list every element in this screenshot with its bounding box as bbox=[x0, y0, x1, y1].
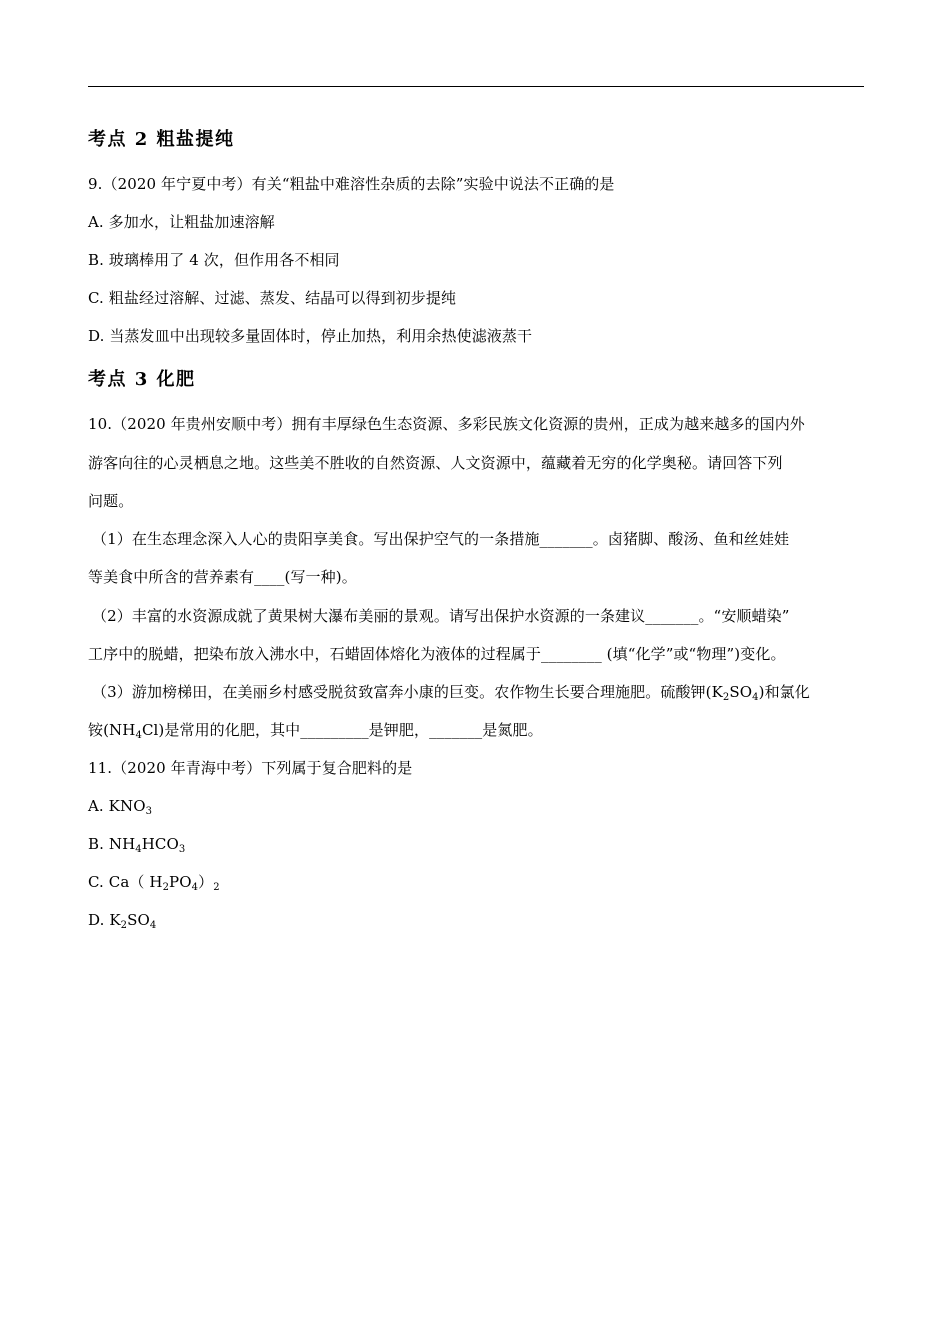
question-9-option-c: C. 粗盐经过溶解、过滤、蒸发、结晶可以得到初步提纯 bbox=[88, 289, 457, 307]
question-9-option-d: D. 当蒸发皿中出现较多量固体时，停止加热，利用余热使滤液蒸干 bbox=[88, 327, 533, 345]
question-11-option-c: C. Ca（ $H_2PO_4)_2$ bbox=[88, 873, 220, 893]
question-10-part-3-line-2: 铵$(NH_4Cl)$是常用的化肥，其中_________是钾肥，_______是氮肥。 bbox=[88, 721, 543, 741]
header-rule bbox=[88, 86, 864, 87]
question-10-part-2-line-2: 工序中的脱蜡，把染布放入沸水中，石蜡固体熔化为液体的过程属于________ (填“化学”或“物理”)变化。 bbox=[88, 645, 786, 663]
question-11-stem: 11.（2020 年青海中考）下列属于复合肥料的是 bbox=[88, 759, 413, 777]
section-heading-fertilizer: 考点 3 化肥 bbox=[88, 369, 196, 390]
question-9-option-b: B. 玻璃棒用了 4 次，但作用各不相同 bbox=[88, 251, 340, 269]
question-10-line-1: 10.（2020 年贵州安顺中考）拥有丰厚绿色生态资源、多彩民族文化资源的贵州，正成为越来越多的国内外 bbox=[88, 415, 805, 433]
question-10-line-2: 游客向往的心灵栖息之地。这些美不胜收的自然资源、人文资源中，蕴藏着无穷的化学奥秘。请回答下列 bbox=[88, 454, 783, 472]
section-heading-crude-salt: 考点 2 粗盐提纯 bbox=[88, 129, 235, 150]
question-10-part-1-line-2: 等美食中所含的营养素有____(写一种)。 bbox=[88, 568, 357, 586]
question-11-option-d: D. $K_2SO_4$ bbox=[88, 911, 157, 931]
question-9-stem: 9.（2020 年宁夏中考）有关“粗盐中难溶性杂质的去除”实验中说法不正确的是 bbox=[88, 175, 615, 193]
question-10-part-1-line-1: （1）在生态理念深入人心的贵阳享美食。写出保护空气的一条措施_______。卤猪脚、酸汤、鱼和丝娃娃 bbox=[92, 530, 790, 548]
question-10-line-3: 问题。 bbox=[88, 492, 134, 510]
question-9-option-a: A. 多加水，让粗盐加速溶解 bbox=[88, 213, 275, 231]
question-11-option-b: B. $NH_4HCO_3$ bbox=[88, 835, 186, 855]
question-11-option-a: A. $KNO_3$ bbox=[88, 797, 153, 817]
question-10-part-3-line-1: （3）游加榜梯田，在美丽乡村感受脱贫致富奔小康的巨变。农作物生长要合理施肥。硫酸钾$(K_2SO_4)$和氯化 bbox=[92, 683, 810, 703]
question-10-part-2-line-1: （2）丰富的水资源成就了黄果树大瀑布美丽的景观。请写出保护水资源的一条建议_______。“安顺蜡染” bbox=[92, 607, 790, 625]
